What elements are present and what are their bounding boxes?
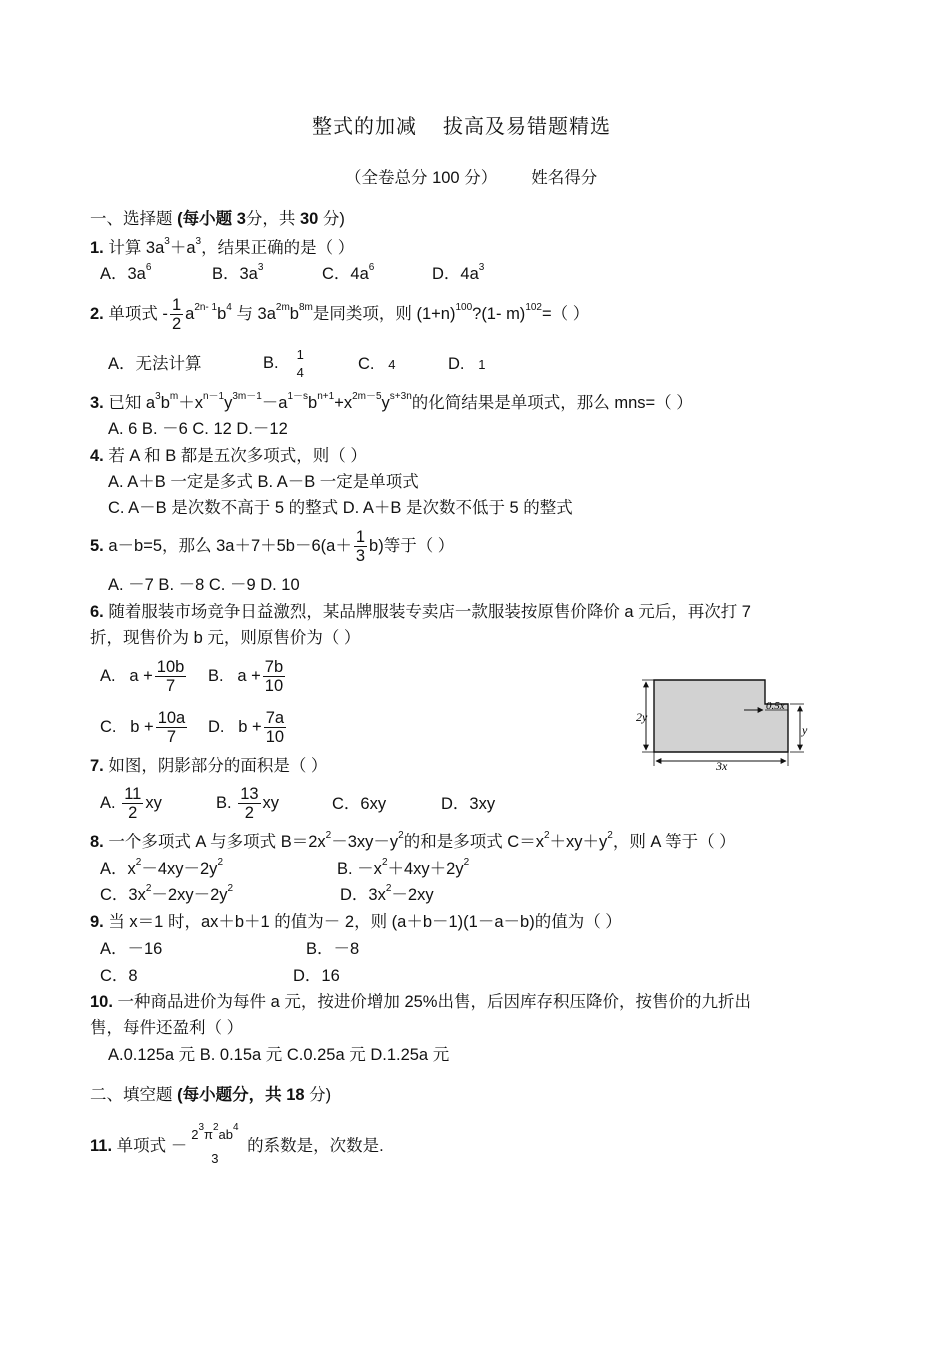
shaded-area-figure (632, 672, 817, 772)
q6-option-c: C. b + $\frac{10a}{7}$ (100, 709, 186, 747)
q2-option-b: B. 1 4 (263, 346, 304, 380)
question-6-line2: 折，现售价为 b 元，则原售价为（ ） (90, 629, 361, 647)
q1-option-b: B．$3a^3$ (212, 262, 264, 283)
q1-option-a: A．$3a^6$ (100, 262, 152, 283)
label-2y: 2y (636, 710, 648, 724)
q9-option-a: A．－16 (100, 940, 163, 958)
q1-option-c: C．$4a^6$ (322, 262, 375, 283)
q8-option-b: B. $-x^2+4xy+2y^2$ (337, 857, 470, 878)
question-11: 11. 单项式 － $2^3\pi^2ab^4$ 3 的系数是，次数是. (90, 1121, 384, 1166)
shaded-region (654, 680, 788, 752)
total-score: （全卷总分 100 分） (345, 169, 498, 187)
q8-option-a: A．$x^2-4xy-2y^2$ (100, 857, 223, 878)
title-part2: 拔高及易错题精选 (443, 116, 611, 138)
q5-options: A. －7 B. －8 C. －9 D. 10 (108, 576, 300, 594)
title-part1: 整式的加减 (312, 116, 417, 138)
question-4: 4. 若 A 和 B 都是五次多项式，则（ ） (90, 447, 367, 465)
page-subtitle (345, 168, 597, 188)
q8-option-c: C．$3x^2-2xy-2y^2$ (100, 883, 234, 904)
q9-option-b: B．－8 (306, 940, 360, 958)
label-3x: 3x (716, 759, 728, 772)
section1-heading: 一、选择题 (每小题 3分，共 30 分) (90, 210, 345, 228)
q2-option-a: A．无法计算 (108, 355, 202, 373)
q6-option-a: A. a + $\frac{10b}{7}$ (100, 658, 185, 696)
label-0.5x: 0.5x (766, 700, 785, 712)
question-8: 8. 一个多项式 A 与多项式 $B=2x^2-3xy-y^2$的和是多项式 $C=x^2+xy+y^2$，则 A 等于（ ） (90, 830, 736, 851)
question-5: 5. a－b=5，那么 3a＋7＋5b－6(a＋ $\frac{1}{3}$ b)等于（ ） (90, 528, 455, 566)
q3-options: A. 6 B. －6 C. 12 D.－12 (108, 420, 288, 438)
page-title (312, 117, 611, 137)
q7-option-a: A. $\frac{11}{2}$ xy (100, 785, 162, 823)
section2-heading: 二、填空题 (每小题分，共 18 分) (90, 1086, 332, 1104)
question-9: 9. 当 x＝1 时，ax＋b＋1 的值为－ 2，则 (a＋b－1)(1－a－b)的值为（ ） (90, 913, 622, 931)
question-10-line2: 售，每件还盈利（ ） (90, 1019, 244, 1037)
q4-options-cd: C. A－B 是次数不高于 5 的整式 D. A＋B 是次数不低于 5 的整式 (108, 499, 573, 517)
question-1: 1. 计算 $3a^3+a^3$，结果正确的是（ ） (90, 236, 355, 257)
q7-option-d: D．3xy (441, 795, 496, 813)
q7-option-c: C．6xy (332, 795, 387, 813)
name-score-label: 姓名得分 (531, 169, 598, 187)
q8-option-d: D．$3x^2-2xy$ (340, 883, 434, 904)
q1-option-d: D．$4a^3$ (432, 262, 485, 283)
q2-option-d: D. 1 (448, 355, 486, 373)
label-y: y (802, 723, 808, 737)
question-3: 3. 已知 $a^3b^m+x^{n-1}y^{3m-1}-a^{1-s}b^{n+1}+x^{2m-5}y^{s+3n}$的化简结果是单项式，那么 mns=（ ） (90, 391, 693, 412)
q2-fraction: $\frac{1}{2}$ (171, 296, 182, 334)
question-6-line1: 6. 随着服装市场竞争日益激烈，某品牌服装专卖店一款服装按原售价降价 a 元后，再次打 7 (90, 603, 751, 621)
q9-option-d: D．16 (293, 967, 340, 985)
q2-option-c: C. 4 (358, 355, 396, 373)
q9-option-c: C．8 (100, 967, 138, 985)
q6-option-b: B. a + $\frac{7b}{10}$ (208, 658, 284, 696)
q7-option-b: B. $\frac{13}{2}$ xy (216, 785, 280, 823)
q4-options-ab: A. A＋B 一定是多式 B. A－B 一定是单项式 (108, 473, 419, 491)
q6-option-d: D. b + $\frac{7a}{10}$ (208, 709, 285, 747)
q10-options: A.0.125a 元 B. 0.15a 元 C.0.25a 元 D.1.25a 元 (108, 1046, 450, 1064)
question-7: 7. 如图，阴影部分的面积是（ ） (90, 757, 328, 775)
question-2: 2. 单项式 - $\frac{1}{2}$ $a^{2n- 1}b^4$ 与 $3a^{2m}b^{8m}$是同类项，则 $(1+n)^{100}?(1-$ m)$^{102}$=（ ） (90, 296, 590, 334)
question-10-line1: 10. 一种商品进价为每件 a 元，按进价增加 25%出售，后因库存积压降价，按售价的九折出 (90, 993, 751, 1011)
